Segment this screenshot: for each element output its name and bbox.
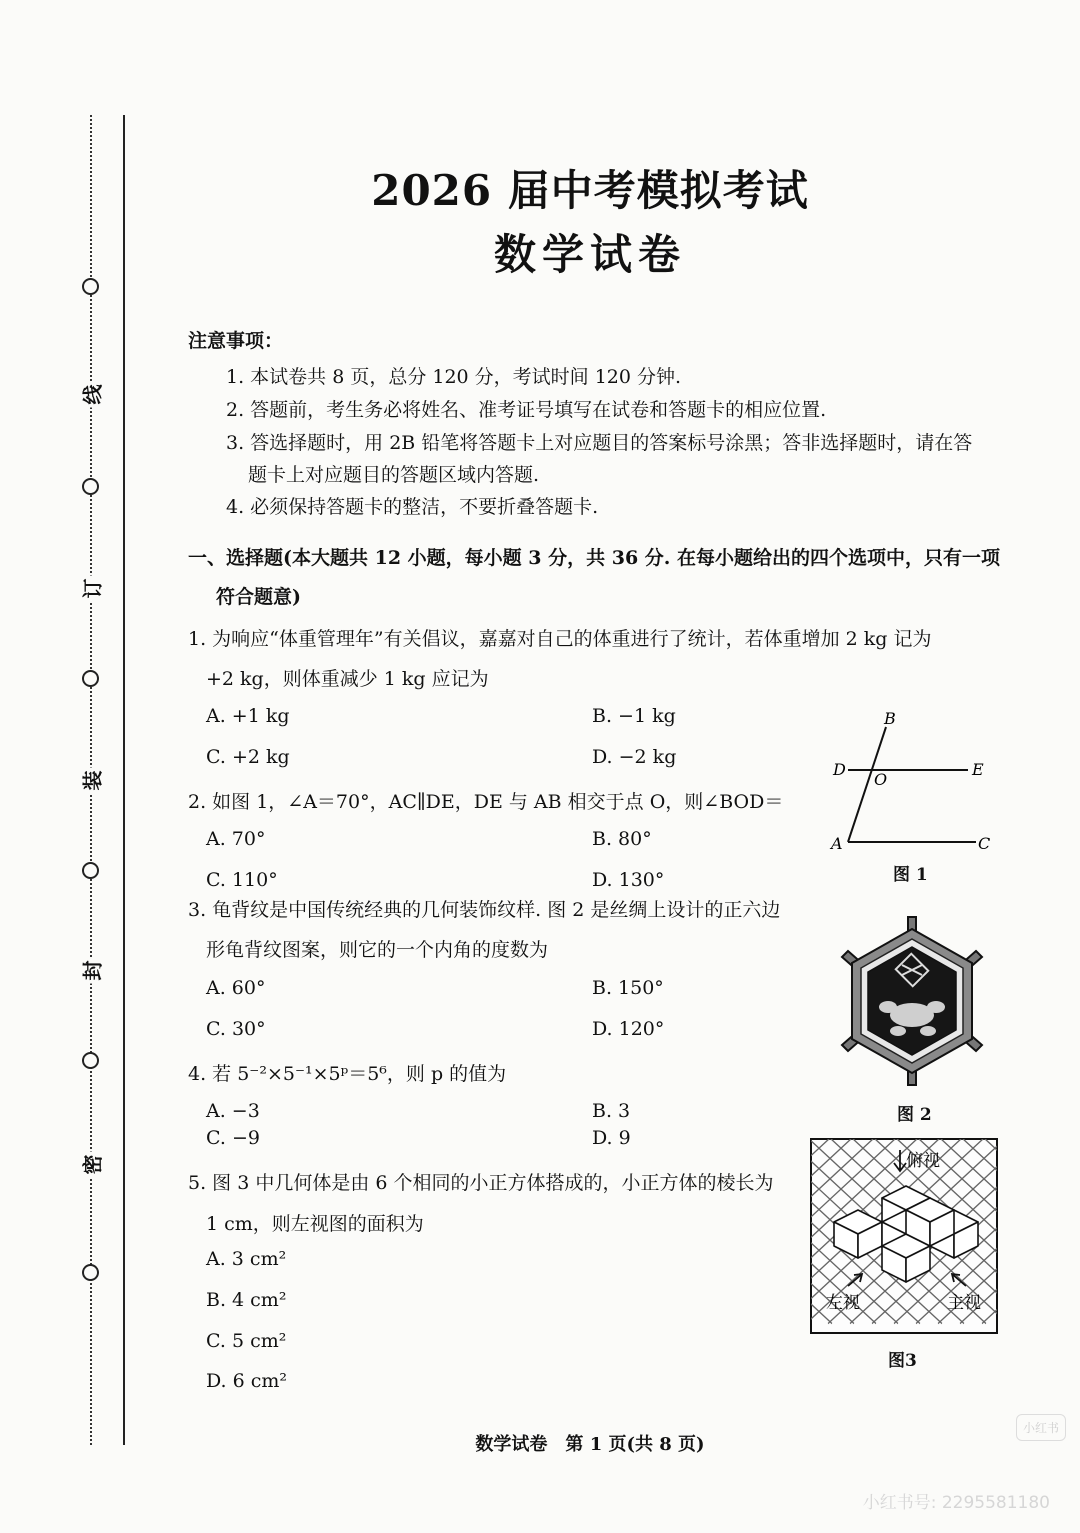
- figure-3-cube-diagram: [810, 1138, 998, 1334]
- watermark-logo: 小红书: [1016, 1414, 1066, 1441]
- margin-label-mi: 密: [77, 1152, 106, 1178]
- binding-hole: [82, 1052, 99, 1069]
- question-2-option-d: D. 130°: [592, 869, 665, 891]
- question-5-option-d: D. 6 cm²: [206, 1370, 288, 1392]
- front-view-label: 主视: [947, 1293, 981, 1313]
- question-4-stem: 4. 若 5⁻²×5⁻¹×5ᵖ＝5⁶，则 p 的值为: [188, 1063, 507, 1085]
- question-5-option-c: C. 5 cm²: [206, 1330, 287, 1352]
- question-4-option-b: B. 3: [592, 1100, 631, 1122]
- figure-3-caption: 图3: [888, 1351, 917, 1371]
- notice-heading: 注意事项：: [188, 330, 284, 352]
- question-1-stem-cont: +2 kg，则体重减少 1 kg 应记为: [206, 668, 489, 690]
- question-3-option-c: C. 30°: [206, 1018, 266, 1040]
- point-label-e: E: [972, 760, 984, 779]
- notice-item: 2. 答题前，考生务必将姓名、准考证号填写在试卷和答题卡的相应位置.: [226, 399, 827, 421]
- point-label-o: O: [874, 770, 888, 789]
- figure-2-hexagon-pattern: [838, 915, 986, 1087]
- question-1-option-a: A. +1 kg: [206, 705, 290, 727]
- margin-label-xian: 线: [77, 382, 106, 408]
- question-1-option-c: C. +2 kg: [206, 746, 290, 768]
- question-2-option-a: A. 70°: [206, 828, 266, 850]
- question-2-option-b: B. 80°: [592, 828, 652, 850]
- question-1-option-b: B. −1 kg: [592, 705, 676, 727]
- left-view-label: 左视: [826, 1293, 860, 1313]
- point-label-a: A: [831, 834, 843, 853]
- question-1-option-d: D. −2 kg: [592, 746, 677, 768]
- figure-1-caption: 图 1: [893, 865, 928, 885]
- figure-2-caption: 图 2: [897, 1105, 932, 1125]
- question-2-option-c: C. 110°: [206, 869, 278, 891]
- question-5-option-a: A. 3 cm²: [206, 1248, 287, 1270]
- section-heading: 一、选择题(本大题共 12 小题，每小题 3 分，共 36 分. 在每小题给出的四个选项中，只有一项: [188, 547, 1001, 569]
- question-4-option-a: A. −3: [206, 1100, 260, 1122]
- question-5-option-b: B. 4 cm²: [206, 1289, 287, 1311]
- notice-item: 4. 必须保持答题卡的整洁，不要折叠答题卡.: [226, 496, 599, 518]
- exam-title: 2026 届中考模拟考试: [371, 166, 809, 215]
- page-footer: 数学试卷 第 1 页(共 8 页): [475, 1434, 705, 1455]
- question-3-option-b: B. 150°: [592, 977, 664, 999]
- binding-solid-line: [123, 115, 125, 1445]
- top-view-label: 俯视: [906, 1151, 940, 1171]
- point-label-c: C: [978, 834, 991, 853]
- question-5-stem-cont: 1 cm，则左视图的面积为: [206, 1213, 424, 1235]
- figure-1-diagram: [826, 705, 996, 855]
- question-3-option-a: A. 60°: [206, 977, 266, 999]
- binding-hole: [82, 670, 99, 687]
- margin-label-zhuang: 装: [77, 768, 106, 794]
- binding-hole: [82, 862, 99, 879]
- question-1-stem: 1. 为响应“体重管理年”有关倡议，嘉嘉对自己的体重进行了统计，若体重增加 2 kg 记为: [188, 628, 932, 650]
- binding-hole: [82, 1264, 99, 1281]
- question-4-option-d: D. 9: [592, 1127, 631, 1149]
- margin-label-feng: 封: [77, 958, 106, 984]
- question-5-stem: 5. 图 3 中几何体是由 6 个相同的小正方体搭成的，小正方体的棱长为: [188, 1172, 774, 1194]
- point-label-b: B: [884, 709, 896, 728]
- notice-item: 3. 答选择题时，用 2B 铅笔将答题卡上对应题目的答案标号涂黑；答非选择题时，请在答: [226, 432, 973, 454]
- section-heading-cont: 符合题意): [216, 586, 301, 608]
- question-3-stem: 3. 龟背纹是中国传统经典的几何装饰纹样. 图 2 是丝绸上设计的正六边: [188, 899, 781, 921]
- binding-hole: [82, 478, 99, 495]
- notice-item: 1. 本试卷共 8 页，总分 120 分，考试时间 120 分钟.: [226, 366, 682, 388]
- question-3-stem-cont: 形龟背纹图案，则它的一个内角的度数为: [206, 939, 549, 961]
- question-3-option-d: D. 120°: [592, 1018, 665, 1040]
- margin-label-ding: 订: [77, 576, 106, 602]
- exam-subject-title: 数学试卷: [493, 230, 686, 279]
- question-2-stem: 2. 如图 1，∠A＝70°，AC∥DE，DE 与 AB 相交于点 O，则∠BOD＝: [188, 791, 784, 813]
- notice-item: 题卡上对应题目的答题区域内答题.: [248, 464, 540, 486]
- watermark-text: 小红书号: 2295581180: [862, 1493, 1050, 1513]
- question-4-option-c: C. −9: [206, 1127, 260, 1149]
- point-label-d: D: [833, 760, 846, 779]
